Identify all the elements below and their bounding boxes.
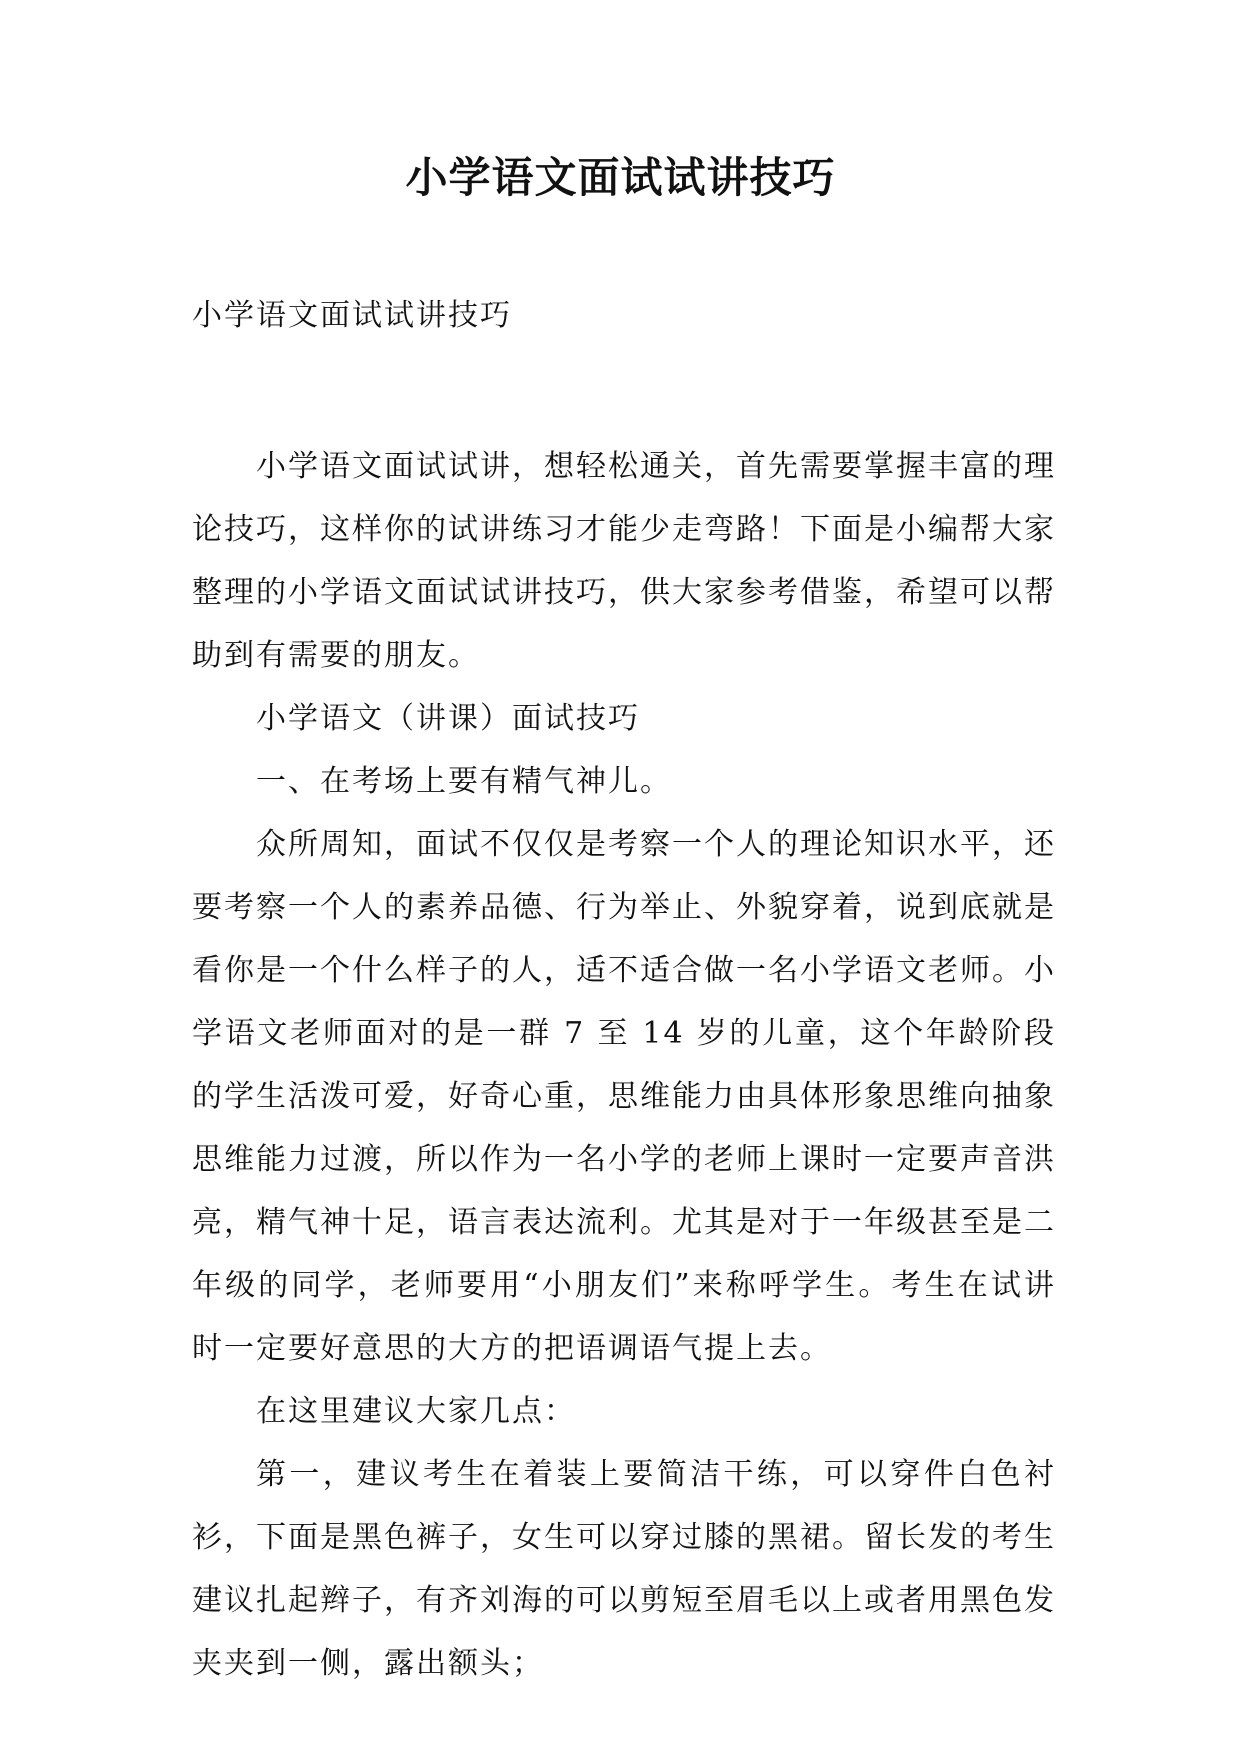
document-subtitle: 小学语文面试试讲技巧: [192, 298, 512, 333]
paragraph-body: 众所周知，面试不仅仅是考察一个人的理论知识水平，还要考察一个人的素养品德、行为举止、外貌穿着，说到底就是看你是一个什么样子的人，适不适合做一名小学语文老师。小学语文老师面对的是一群 7 至 14 岁的儿童，这个年龄阶段的学生活泼可爱，好奇心重，思维能力由具体形象思维向抽象思维能力过渡，所以作为一名小学的老师上课时一定要声音洪亮，精气神十足，语言表达流利。尤其是对于一年级甚至是二年级的同学，老师要用“小朋友们”来称呼学生。考生在试讲时一定要好意思的大方的把语调语气提上去。: [192, 827, 1056, 1366]
suggestion-1: 第一，建议考生在着装上要简洁干练，可以穿件白色衬衫，下面是黑色裤子，女生可以穿过膝的黑裙。留长发的考生建议扎起辫子，有齐刘海的可以剪短至眉毛以上或者用黑色发夹夹到一侧，露出额头；: [192, 1457, 1056, 1681]
point-heading-1: 一、在考场上要有精气神儿。: [256, 764, 672, 799]
document-title: 小学语文面试试讲技巧: [405, 153, 836, 202]
document-body: [192, 284, 1056, 1695]
paragraph-intro: 小学语文面试试讲，想轻松通关，首先需要掌握丰富的理论技巧，这样你的试讲练习才能少走弯路！下面是小编帮大家整理的小学语文面试试讲技巧，供大家参考借鉴，希望可以帮助到有需要的朋友。: [192, 449, 1056, 673]
suggestions-heading: 在这里建议大家几点：: [256, 1394, 576, 1429]
section-heading: 小学语文（讲课）面试技巧: [256, 701, 640, 736]
